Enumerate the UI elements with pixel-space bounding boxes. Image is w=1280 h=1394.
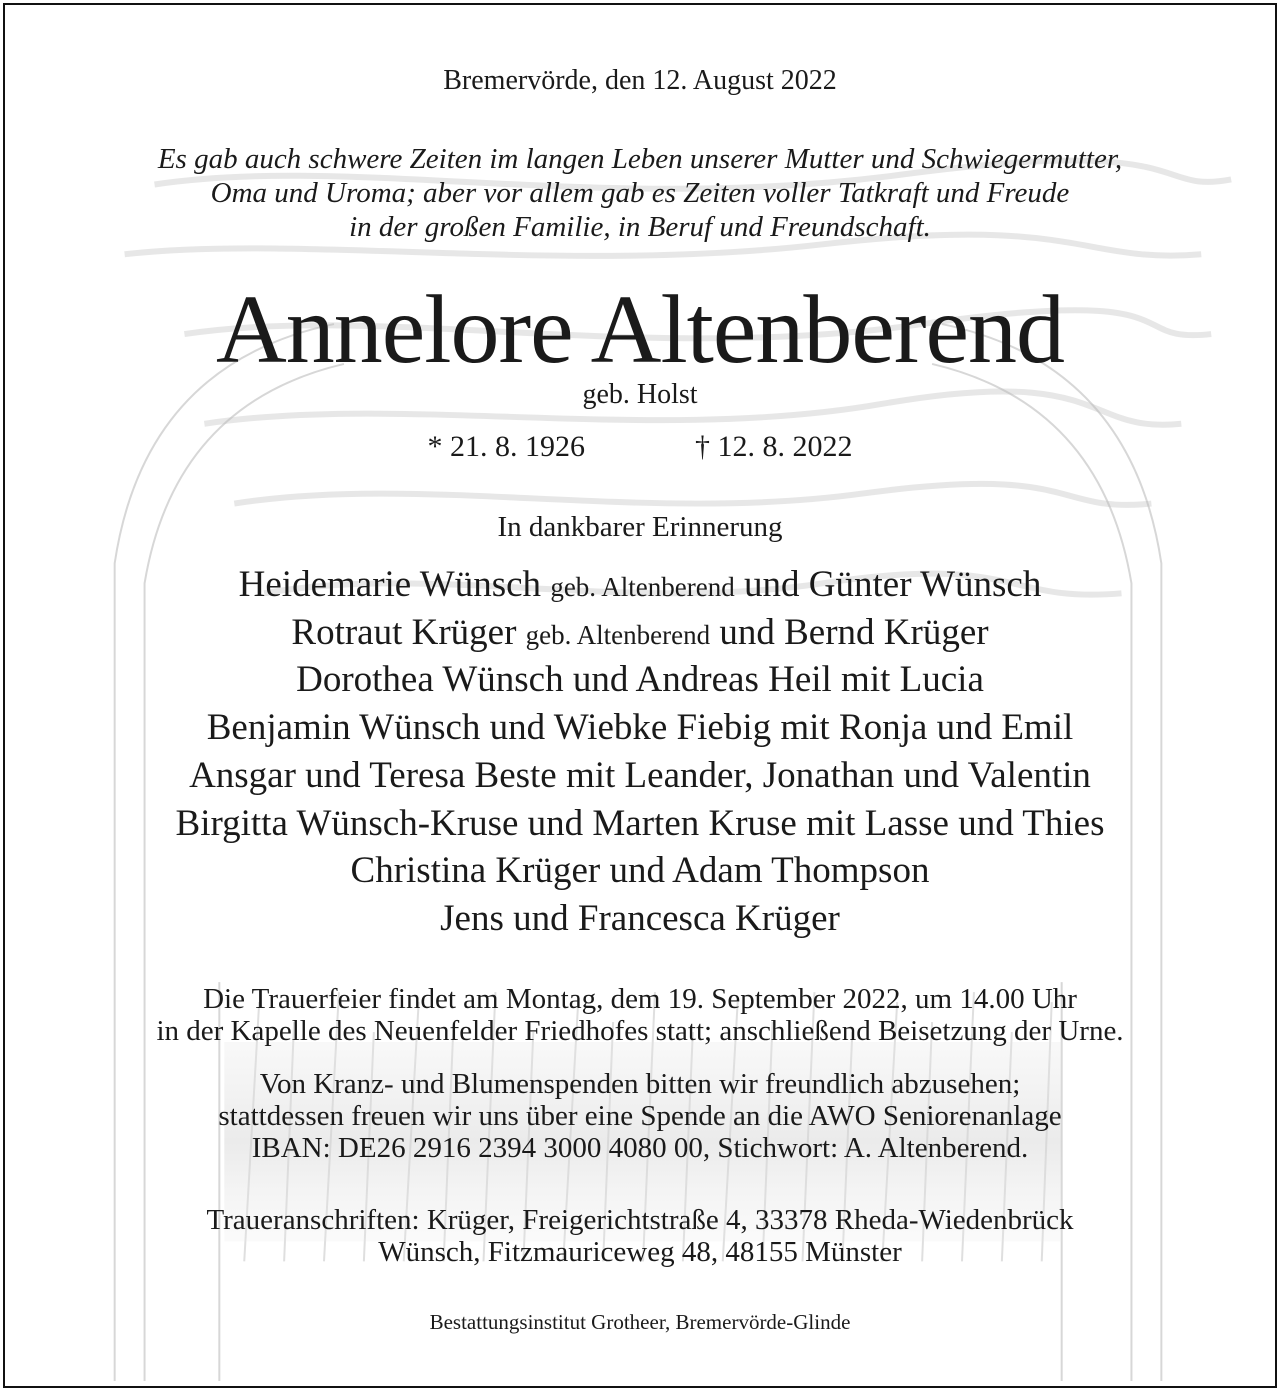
family-row-6: Birgitta Wünsch-Kruse und Marten Kruse mit Lasse und Thies: [175, 803, 1105, 844]
family-name: Heidemarie Wünsch: [238, 564, 542, 605]
obituary-notice: [3, 3, 1277, 1388]
family-row-4: Benjamin Wünsch und Wiebke Fiebig mit Ronja und Emil: [206, 707, 1074, 748]
donation-line-3: IBAN: DE26 2916 2394 3000 4080 00, Stichwort: A. Altenberend.: [251, 1132, 1029, 1164]
family-maiden-name: geb. Altenberend: [550, 572, 735, 602]
memory-line: In dankbarer Erinnerung: [497, 511, 783, 543]
quote-line-2: Oma und Uroma; aber vor allem gab es Zeiten voller Tatkraft und Freude: [210, 177, 1070, 209]
undertaker: Bestattungsinstitut Grotheer, Bremervörde-Glinde: [429, 1310, 851, 1334]
donation-line-2: stattdessen freuen wir uns über eine Spende an die AWO Seniorenanlage: [218, 1100, 1062, 1132]
death-date: † 12. 8. 2022: [695, 430, 853, 463]
service-line-2: in der Kapelle des Neuenfelder Friedhofes statt; anschließend Beisetzung der Urne.: [156, 1015, 1124, 1047]
quote-line-3: in der großen Familie, in Beruf und Freundschaft.: [349, 211, 931, 243]
family-partner: und Günter Wünsch: [744, 564, 1042, 605]
family-row-5: Ansgar und Teresa Beste mit Leander, Jonathan und Valentin: [189, 755, 1091, 796]
family-row-1: [5, 561, 1275, 611]
service-line-1: Die Trauerfeier findet am Montag, dem 19. September 2022, um 14.00 Uhr: [203, 983, 1077, 1015]
deceased-name: Annelore Altenberend: [215, 276, 1065, 384]
family-row-7: Christina Krüger und Adam Thompson: [350, 850, 930, 891]
family-row-8: Jens und Francesca Krüger: [440, 898, 840, 939]
address-line-2: Wünsch, Fitzmauriceweg 48, 48155 Münster: [378, 1236, 902, 1268]
birth-date: * 21. 8. 1926: [427, 430, 585, 463]
place-date: Bremervörde, den 12. August 2022: [443, 65, 837, 96]
family-name: Rotraut Krüger: [291, 612, 517, 653]
family-maiden-name: geb. Altenberend: [525, 620, 711, 650]
quote-line-1: Es gab auch schwere Zeiten im langen Leben unserer Mutter und Schwiegermutter,: [157, 143, 1123, 175]
family-row-3: Dorothea Wünsch und Andreas Heil mit Lucia: [296, 659, 984, 700]
family-row-2: [5, 609, 1275, 659]
life-dates: [5, 430, 1275, 464]
address-line-1: Traueranschriften: Krüger, Freigerichtstraße 4, 33378 Rheda-Wiedenbrück: [206, 1204, 1074, 1236]
family-partner: und Bernd Krüger: [719, 612, 989, 653]
birth-name: geb. Holst: [582, 379, 698, 410]
donation-line-1: Von Kranz- und Blumenspenden bitten wir freundlich abzusehen;: [259, 1068, 1021, 1100]
